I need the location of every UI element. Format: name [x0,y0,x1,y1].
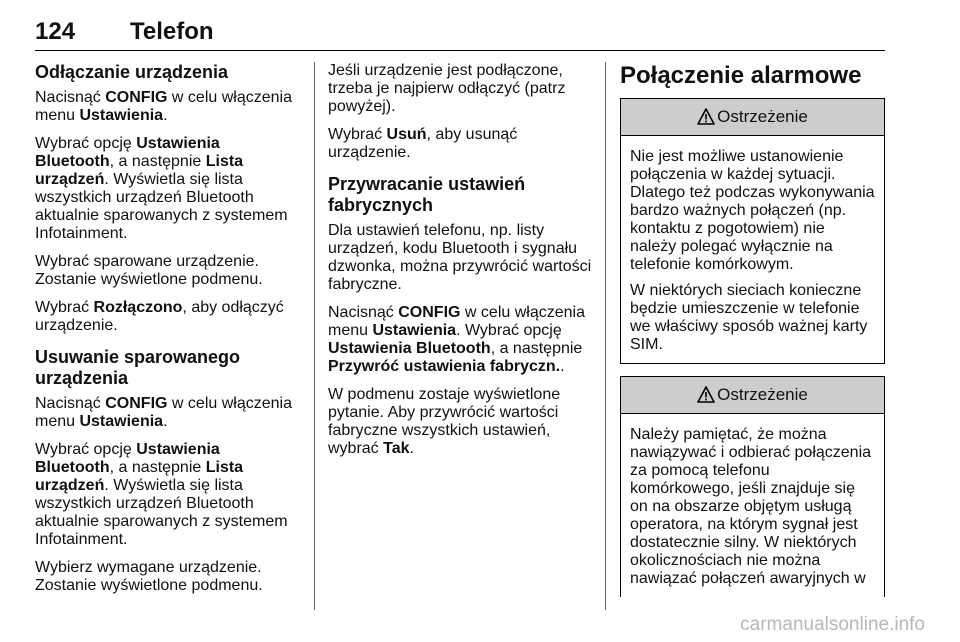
keyword: Ustawienia Bluetooth [328,340,491,357]
warning-body [621,414,884,597]
heading-factory-reset: Przywracanie ustawień fabrycznych [328,174,526,215]
column-divider-1 [314,62,315,610]
column-3 [620,62,885,597]
keyword: Ustawienia [372,322,457,339]
paragraph: Nacisnąć CONFIG w celu włączenia menu Ustawienia. [35,395,292,430]
keyword: Lista urządzeń [35,459,244,494]
warning-box-2 [620,376,885,597]
page-header [35,8,885,48]
paragraph: Należy pamiętać, że można nawiązywać i odbierać połączenia za pomocą telefonu komórkowego, jeśli znajduje się on na obszarze objętym usługą operatora, na którym sygnał jest dostatecznie silny. W niektórych okolicznościach nie można nawiązać połączeń awaryjnych w [630,426,872,587]
keyword: Tak [383,440,410,457]
keyword: Ustawienia Bluetooth [35,135,220,170]
warning-box-1 [620,98,885,364]
paragraph: Wybrać Usuń, aby usunąć urządzenie. [328,126,518,161]
keyword: Usuń [386,126,427,143]
paragraph: Wybrać sparowane urządzenie. Zostanie wyświetlone podmenu. [35,253,263,288]
heading-emergency-call: Połączenie alarmowe [620,62,862,89]
keyword: CONFIG [105,89,168,106]
heading-remove-paired-device: Usuwanie sparowanego urządzenia [35,347,241,388]
warning-header [621,377,884,414]
warning-triangle-icon [697,386,715,403]
warning-title: Ostrzeżenie [717,107,808,126]
paragraph: Jeśli urządzenie jest podłączone, trzeba je najpierw odłączyć (patrz powyżej). [328,62,566,115]
paragraph: Nie jest możliwe ustanowienie połączenia w każdej sytuacji. Dlatego też podczas wykonywania bardzo ważnych połączeń (np. kontaktu z pogotowiem) nie należy polegać wyłącznie na telefonie komórkowym. [630,148,875,273]
keyword: CONFIG [105,395,168,412]
column-2 [328,62,595,466]
warning-header [621,99,884,136]
paragraph: W podmenu zostaje wyświetlone pytanie. Aby przywrócić wartości fabryczne wszystkich ustawień, wybrać Tak. [328,386,561,457]
keyword: Ustawienia [79,413,164,430]
section-title: Telefon [130,18,214,45]
column-1 [35,62,300,603]
keyword: Ustawienia Bluetooth [35,441,220,476]
warning-triangle-icon [697,108,715,125]
page-number: 124 [35,18,76,45]
paragraph: Wybierz wymagane urządzenie. Zostanie wyświetlone podmenu. [35,559,263,594]
keyword: Ustawienia [79,107,164,124]
paragraph: Wybrać opcję Ustawienia Bluetooth, a następnie Lista urządzeń. Wyświetla się lista wszystkich urządzeń Bluetooth aktualnie sparowanych z systemem Infotainment. [35,441,288,548]
paragraph: Dla ustawień telefonu, np. listy urządzeń, kodu Bluetooth i sygnału dzwonka, można przywrócić wartości fabryczne. [328,222,592,293]
warning-title: Ostrzeżenie [717,385,808,404]
paragraph: W niektórych sieciach konieczne będzie umieszczenie w telefonie we właściwy sposób ważnej karty SIM. [630,282,868,353]
paragraph: Nacisnąć CONFIG w celu włączenia menu Ustawienia. Wybrać opcję Ustawienia Bluetooth, a następnie Przywróć ustawienia fabryczn.. [328,304,585,375]
watermark: carmanualsonline.info [740,614,925,635]
keyword: Przywróć ustawienia fabryczn. [328,358,561,375]
paragraph: Wybrać Rozłączono, aby odłączyć urządzenie. [35,299,284,334]
warning-body [621,136,884,363]
header-rule [35,50,885,51]
paragraph: Wybrać opcję Ustawienia Bluetooth, a następnie Lista urządzeń. Wyświetla się lista wszystkich urządzeń Bluetooth aktualnie sparowanych z systemem Infotainment. [35,135,288,242]
keyword: CONFIG [398,304,461,321]
keyword: Lista urządzeń [35,153,244,188]
paragraph: Nacisnąć CONFIG w celu włączenia menu Ustawienia. [35,89,292,124]
keyword: Rozłączono [93,299,183,316]
column-divider-2 [605,62,606,610]
heading-disconnect-device: Odłączanie urządzenia [35,62,229,82]
